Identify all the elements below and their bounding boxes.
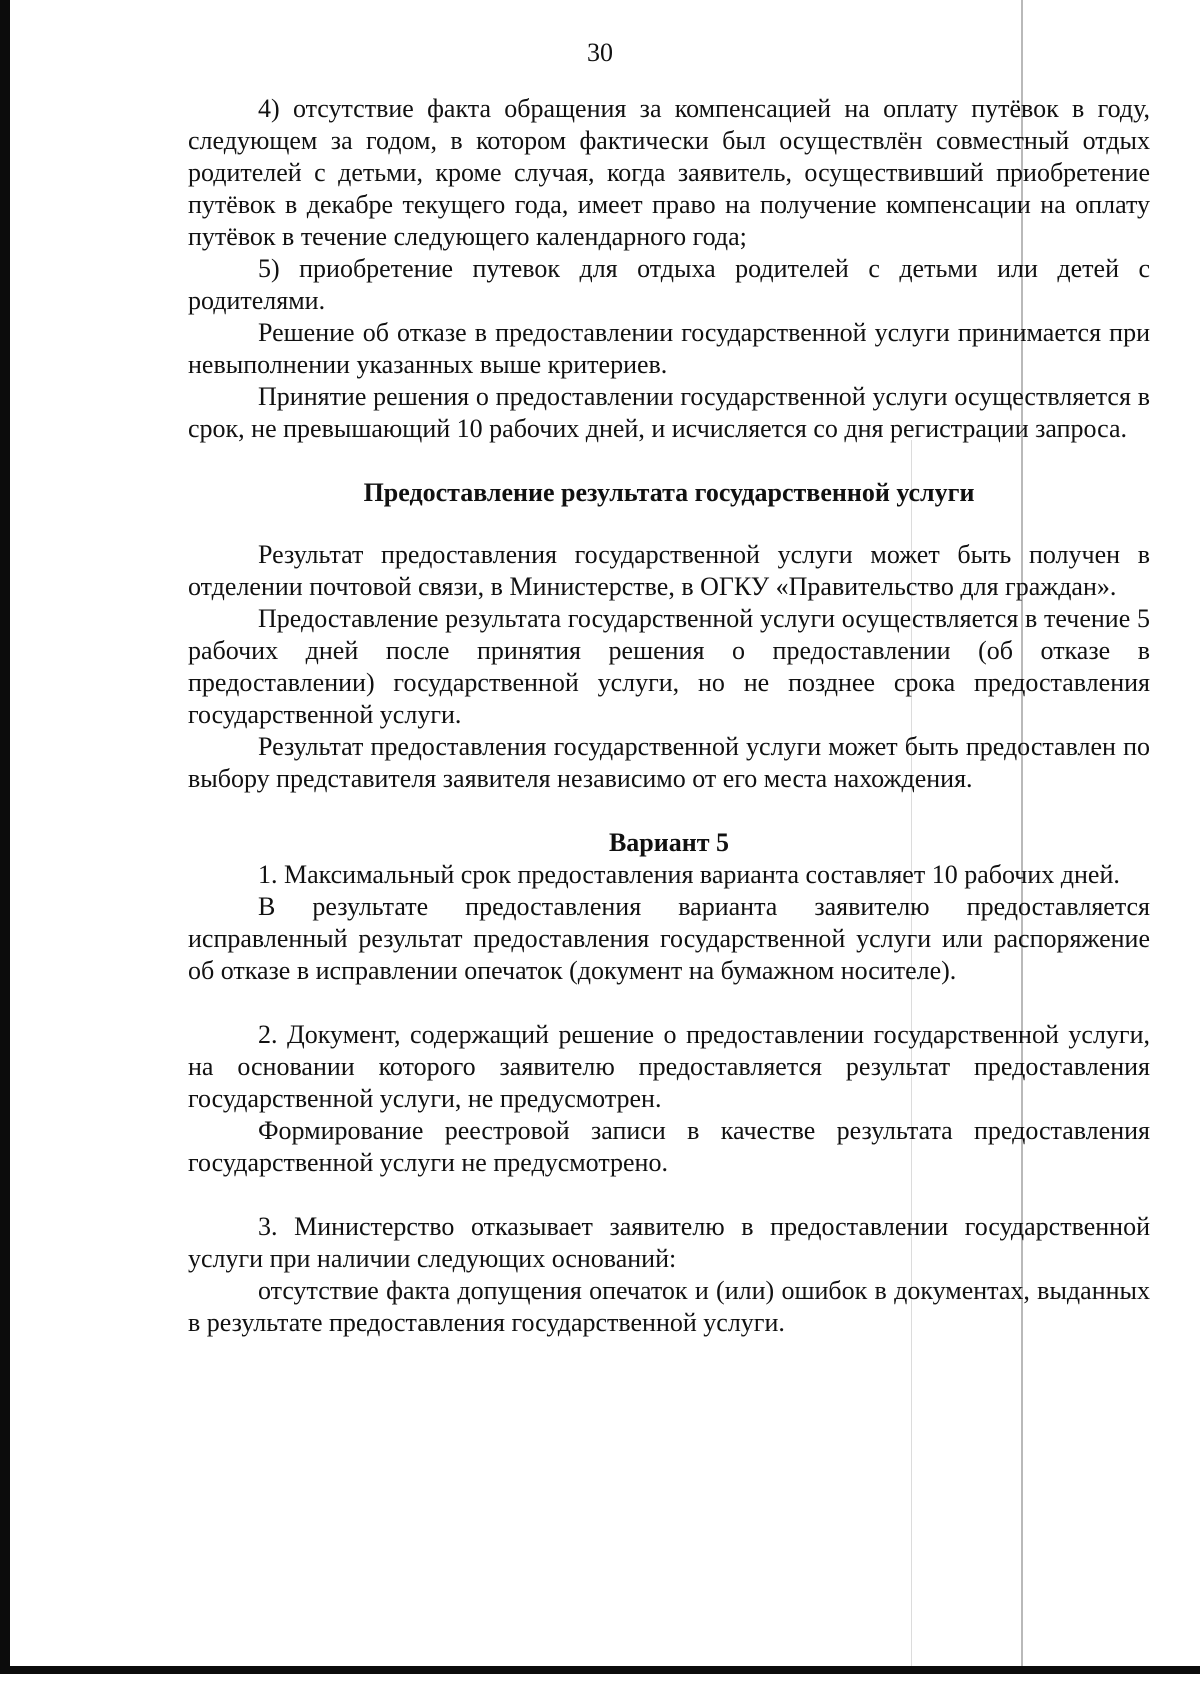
page-number: 30 [587,38,613,67]
paragraph-refusal-grounds: 3. Министерство отказывает заявителю в предоставлении государственной услуги при наличии следующих оснований: [188,1212,1150,1273]
paragraph-variant-term: 1. Максимальный срок предоставления варианта составляет 10 рабочих дней. [258,860,1120,889]
paragraph-decision-document: 2. Документ, содержащий решение о предоставлении государственной услуги, на основании которого заявителю предоставляется результат предоставления государственной услуги, не предусмотрен. [188,1020,1150,1113]
paragraph-decision-term: Принятие решения о предоставлении государственной услуги осуществляется в срок, не превышающий 10 рабочих дней, и исчисляется со дня регистрации запроса. [188,382,1150,443]
section-heading-variant-5: Вариант 5 [608,828,730,857]
paragraph-result-term: Предоставление результата государственной услуги осуществляется в течение 5 рабочих дней после принятия решения о предоставлении (об отказе в предоставлении) государственной услуги, но не позднее срока предоставления государственной услуги. [188,604,1150,729]
scan-border-bottom [0,1666,1200,1674]
paragraph-item-5: 5) приобретение путевок для отдыха родителей с детьми или детей с родителями. [188,254,1150,315]
document-body [188,93,1150,1339]
paragraph-variant-result: В результате предоставления варианта заявителю предоставляется исправленный результат предоставления государственной услуги или распоряжение об отказе в исправлении опечаток (документ на бумажном носителе). [188,892,1150,985]
paragraph-result-choice: Результат предоставления государственной услуги может быть предоставлен по выбору представителя заявителя независимо от его места нахождения. [188,732,1150,793]
paragraph-result-receipt: Результат предоставления государственной услуги может быть получен в отделении почтовой связи, в Министерстве, в ОГКУ «Правительство для граждан». [188,540,1150,601]
paragraph-registry-entry: Формирование реестровой записи в качестве результата предоставления государственной услуги не предусмотрено. [188,1116,1150,1177]
section-heading-result: Предоставление результата государственной услуги [363,478,975,507]
paragraph-refusal-decision: Решение об отказе в предоставлении государственной услуги принимается при невыполнении указанных выше критериев. [188,318,1150,379]
paragraph-no-typos: отсутствие факта допущения опечаток и (или) ошибок в документах, выданных в результате предоставления государственной услуги. [188,1276,1150,1337]
scan-border-left [0,0,10,1674]
paragraph-item-4: 4) отсутствие факта обращения за компенсацией на оплату путёвок в году, следующем за годом, в котором фактически был осуществлён совместный отдых родителей с детьми, кроме случая, когда заявитель, осуществивший приобретение путёвок в декабре текущего года, имеет право на получение компенсации на оплату путёвок в течение следующего календарного года; [188,94,1150,251]
